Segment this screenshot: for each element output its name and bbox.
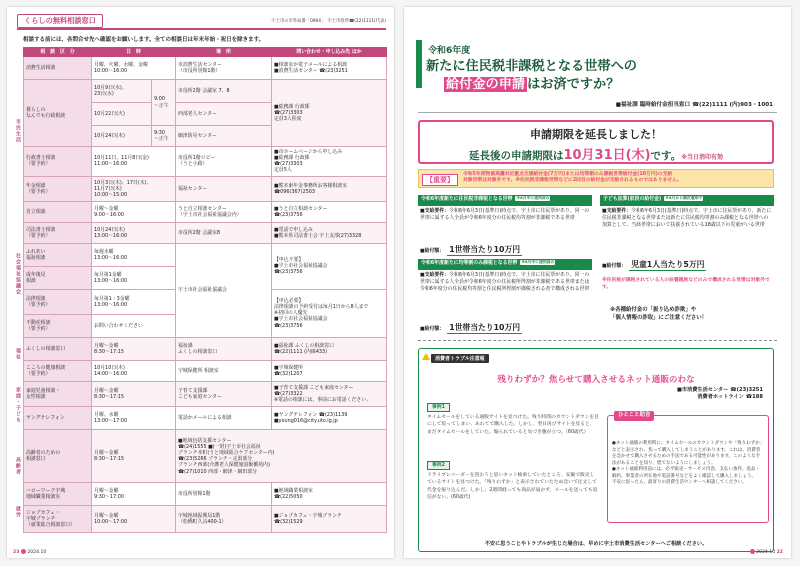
postmark-note: ※当日消印有効 bbox=[681, 154, 724, 161]
date-cell: 10月24日(木) bbox=[92, 126, 152, 147]
date-cell: 月曜～金曜 8:30～17:15 bbox=[92, 381, 176, 406]
date-cell: 10月9日(水)、 23日(水) bbox=[92, 80, 152, 103]
contact-cell: ■ジョブカフェ・宇城ブランチ ☎(32)1529 bbox=[272, 506, 387, 533]
header-rule bbox=[17, 28, 386, 30]
place-cell: ■地域包括支援センター ☎(24)1555 ■(一財)宇土市社会福祉 ブランチ本町(うと地域総合ケアセンター内) ☎(23)5266 ブランチ・走潟部分 ブランチ西部(介護老人保健施設飯橋苑内) ☎(27)1010 西部・網津・網田部分 bbox=[176, 430, 387, 483]
place-cell: うと自立相談センター （宇土市社会福祉協議会内） bbox=[176, 202, 272, 223]
sidebar-label: 就労 bbox=[15, 505, 21, 518]
amount-label: ■給付額： bbox=[420, 326, 445, 332]
important-text: 令和5年度物価高騰対応重点支援給付金(7万円)または均等割のみ課税世帯給付金(10万円)の支給 対象世帯は対象外です。※住民税非課税世帯などに2回目の給付金が支給されるものではありません。 bbox=[463, 172, 682, 184]
category-cell: 消費生活相談 bbox=[24, 57, 92, 80]
place-cell: 福祉課 ふくしの相談窓口 bbox=[176, 338, 272, 361]
title-highlight: 給付金の申請 bbox=[446, 77, 526, 92]
table-row bbox=[24, 430, 387, 483]
date-cell: 10月11日、11月8日(金) 11:00～16:00 bbox=[92, 146, 176, 176]
place-cell: 西部老人センター bbox=[176, 103, 272, 126]
contact-cell: ■福祉課 ふくしの相談窓口 ☎(22)1111 (内線433) bbox=[272, 338, 387, 361]
table-row bbox=[24, 80, 387, 103]
date-cell: 月曜～金曜 8:30～17:15 bbox=[92, 430, 176, 483]
category-cell: 司法書士相談 （要予約） bbox=[24, 222, 92, 243]
place-cell: 網津防災センター bbox=[176, 126, 272, 147]
consumer-trouble-box bbox=[418, 348, 774, 552]
contact-cell: ■ヤングテレフォン ☎(23)1139 ■young016@city.uto.lg.jp bbox=[272, 407, 387, 430]
eligibility-body: ■支給要件：令和6年6月3日(基準日)時点で、宇土市に住民票があり、新たに住民税非課税となる世帯または新たに住民税均等割のみ課税となる世帯への加算として、当該世帯において扶養されている18歳以下の児童がいる世帯 bbox=[602, 208, 772, 229]
eligibility-title: 子ども加算(前段の給付金) bbox=[603, 195, 662, 202]
benefit-amount: 1世帯当たり10万円 bbox=[447, 322, 522, 334]
consultation-table bbox=[23, 47, 387, 533]
place-cell: 市消費生活センター （市役所別館1階） bbox=[176, 57, 272, 80]
place-cell: 宇城保健所 相談室 bbox=[176, 361, 272, 382]
benefit-amount: 児童1人当たり5万円 bbox=[629, 259, 706, 271]
left-page-header bbox=[17, 15, 386, 27]
category-cell: 暮らしの なんでも行政相談 bbox=[24, 80, 92, 147]
eligibility-text: 令和6年6月3日(基準日)時点で、宇土市に住民票があり、同一の世帯に属する人全員が令和6年度分の住民税均等割が非課税である世帯 bbox=[420, 208, 590, 222]
eligibility-header bbox=[418, 195, 592, 206]
eligibility-header bbox=[600, 195, 774, 206]
time-cell: 9:00 ～正午 bbox=[152, 80, 176, 126]
place-cell: 市役所2階 会議室8 bbox=[176, 222, 272, 243]
heart-icon bbox=[750, 549, 755, 554]
important-notice bbox=[418, 169, 774, 188]
case-2 bbox=[427, 461, 599, 501]
table-row bbox=[24, 381, 387, 406]
eligibility-text: 令和6年6月3日(基準日)時点で、宇土市に住民票があり、同一の世帯に属する人全員が令和6年度分の住民税所得割が非課税である世帯または令和6年度分の住民税均等割と住民税所得割が課税される者で構成される世帯 bbox=[420, 272, 590, 293]
category-cell: 自立相談 bbox=[24, 202, 92, 223]
deadline-prefix: 延長後の申請期限は bbox=[468, 150, 564, 162]
divider bbox=[418, 340, 777, 341]
trouble-contact: ■市消費生活センター ☎(23)3251 消費者ホットライン ☎188 bbox=[676, 387, 763, 401]
date-cell: 月曜～金曜 8:30～17:15 bbox=[92, 338, 176, 361]
place-cell: 福祉センター bbox=[176, 176, 272, 201]
category-cell: ジョブカフェ・ 宇城ブランチ （就業総合相談窓口） bbox=[24, 506, 92, 533]
page-number: 23 bbox=[13, 550, 20, 555]
place-cell: 市役所2階 会議室 7、8 bbox=[176, 80, 272, 103]
right-page bbox=[404, 7, 791, 558]
extension-deadline bbox=[420, 144, 772, 163]
place-cell: 宇城地域振興局1階 （松橋町久具400-1） bbox=[176, 506, 272, 533]
column-header: 場 所 bbox=[176, 48, 272, 57]
contact-cell: ■電話で申し込み ■熊本県司法書士会 宇土支部(27)3328 bbox=[272, 222, 387, 243]
sidebar-label: 福祉 bbox=[15, 348, 21, 360]
left-page bbox=[7, 7, 394, 558]
page-number: 22 bbox=[776, 550, 783, 555]
issue-label: 2024.10 bbox=[756, 550, 776, 555]
place-cell: 市役所別館1階 bbox=[176, 483, 272, 506]
place-cell: 宇土市社会福祉協議会 bbox=[176, 243, 272, 337]
consult-notice: 相談する前には、各問合せ先へ確認をお願いします。全ての相談日は年末年始・祝日を除きます。 bbox=[23, 37, 265, 43]
table-row bbox=[24, 407, 387, 430]
section-tab: くらしの無料相談窓口 bbox=[17, 14, 103, 28]
date-cell: 月曜、火曜、水曜、金曜 10:00～16:00 bbox=[92, 57, 176, 80]
table-row bbox=[24, 57, 387, 80]
sidebar-label: 高齢者 bbox=[15, 457, 21, 475]
title-rest: はお済ですか？ bbox=[527, 77, 620, 92]
place-cell: 子育て支援課 こども家庭センター bbox=[176, 381, 272, 406]
trouble-footer: 不安に思うことやトラブルが生じた場合は、早めに宇土市消費生活センターへご相談ください。 bbox=[484, 541, 708, 547]
deadline-suffix: です。 bbox=[650, 150, 682, 162]
sidebar-label: 市民生活 bbox=[15, 119, 21, 143]
benefit-contact: ■福祉課 臨時給付金担当窓口 ☎(22)1111 (内)903・1001 bbox=[615, 102, 773, 108]
table-row bbox=[24, 176, 387, 201]
eligibility-body: ■支給要件：令和6年6月3日(基準日)時点で、宇土市に住民票があり、同一の世帯に属する人全員が令和6年度分の住民税所得割が非課税である世帯または令和6年度分の住民税均等割と住民税所得割が課税される者で構成される世帯 bbox=[420, 272, 590, 293]
time-cell: 9:30 ～正午 bbox=[152, 126, 176, 147]
table-row bbox=[24, 202, 387, 223]
trouble-heading: 残りわずか？焦らせて購入させるネット通販のわな bbox=[497, 375, 695, 385]
category-sidebar bbox=[16, 56, 22, 533]
benefit-amount: 1世帯当たり10万円 bbox=[447, 244, 522, 256]
contact-cell: ■子育て支援課 こども家庭センター ☎(27)3322 ※電話の相談には、事前にお電話ください。 bbox=[272, 381, 387, 406]
fraud-warning: ※各種給付金の「振り込め詐欺」や 「個人情報の詐取」にご注意ください！ bbox=[610, 307, 708, 321]
exclusion-note: ※住民税が課税されている人の扶養親族などのみで構成される世帯は対象外です。 bbox=[602, 278, 770, 290]
case-text: タイムセールをしている通販サイトを見つけた。残り時間のカウントダウンを目にして焦ってしまい、あわてて購入した。しかし、翌日再びサイトを見ると、まだタイムセールをしていた。煽られていると気づき腹が立つ。（60歳代） bbox=[427, 415, 599, 435]
notice-badge: ※8月中に通知済み bbox=[521, 259, 555, 264]
category-cell: ふれあい 福祉相談 bbox=[24, 243, 92, 266]
advice-box bbox=[607, 412, 769, 523]
contact-cell: ■総務課 行政係 ☎(27)3303 定員3人程度 bbox=[272, 80, 387, 147]
category-cell: 不動産相談 （要予約） bbox=[24, 315, 92, 338]
sidebar-label: 家庭・子ども bbox=[15, 386, 21, 423]
deadline-date: 10月31日(木) bbox=[563, 148, 651, 163]
table-header-row bbox=[24, 48, 387, 57]
right-page-footer bbox=[750, 549, 783, 555]
page-title: 新たに住民税非課税となる世帯への bbox=[426, 59, 637, 74]
place-cell: 電話かメールによる相談 bbox=[176, 407, 272, 430]
contact-cell: ■熊本東年金事務所お客様相談室 ☎096(367)2503 bbox=[272, 176, 387, 201]
date-cell: 月曜～金曜 9:00～16:00 bbox=[92, 202, 176, 223]
category-cell: 成年後見 相談 bbox=[24, 266, 92, 289]
extension-heading: 申請期限を延長しました！ bbox=[530, 128, 662, 141]
date-cell: 10月10日(木) 14:00～16:00 bbox=[92, 361, 176, 382]
eligibility-text: 令和6年6月3日(基準日)時点で、宇土市に住民票があり、新たに住民税非課税となる世帯または新たに住民税均等割のみ課税となる世帯への加算として、当該世帯において扶養されている18歳以下の児童がいる世帯 bbox=[602, 208, 772, 229]
category-cell: こころの健康相談 （要予約） bbox=[24, 361, 92, 382]
category-cell: 行政書士相談 （要予約） bbox=[24, 146, 92, 176]
case-1 bbox=[427, 403, 599, 436]
column-header: 問い合わせ・申し込み先 ほか bbox=[272, 48, 387, 57]
date-cell: 月曜～金曜 10:00～17:00 bbox=[92, 506, 176, 533]
contact-cell: ■市ホームページから申し込み ■総務課 行政係 ☎(27)3303 定員5人 bbox=[272, 146, 387, 176]
table-row bbox=[24, 243, 387, 266]
eligibility-title: 令和6年度新たに均等割のみ課税となる世帯 bbox=[421, 259, 518, 266]
category-cell: 年金相談 （要予約） bbox=[24, 176, 92, 201]
eligibility-header bbox=[418, 259, 592, 270]
warning-icon bbox=[422, 353, 430, 360]
left-page-footer bbox=[13, 549, 46, 555]
advice-title: ひとこと助言 bbox=[614, 411, 654, 421]
contact-cell: 【申込不要】 ■宇土市社会福祉協議会 ☎(23)3756 bbox=[272, 243, 387, 289]
trouble-tag: 消費者トラブル注意報 bbox=[431, 354, 489, 363]
place-cell: 市役所1階ロビー （うと小路） bbox=[176, 146, 272, 176]
category-cell: ハローワーク宇城 地域職業相談室 bbox=[24, 483, 92, 506]
category-cell: 高齢者のための 相談窓口 bbox=[24, 430, 92, 483]
title-accent-bar bbox=[416, 40, 422, 88]
benefit-amount-row bbox=[420, 244, 590, 256]
heart-icon bbox=[21, 549, 26, 554]
case-label: 事例1 bbox=[427, 403, 450, 412]
table-row bbox=[24, 338, 387, 361]
notice-badge: ※8月中に通知済み bbox=[516, 195, 550, 200]
column-header: 相 談 区 分 bbox=[24, 48, 92, 57]
category-cell: ふくしの相談窓口 bbox=[24, 338, 92, 361]
table-row bbox=[24, 483, 387, 506]
category-cell: 法律相談 （要予約） bbox=[24, 289, 92, 314]
category-cell: 家庭児童相談・ 女性相談 bbox=[24, 381, 92, 406]
table-row bbox=[24, 361, 387, 382]
divider bbox=[418, 112, 777, 113]
eligibility-body: ■支給要件：令和6年6月3日(基準日)時点で、宇土市に住民票があり、同一の世帯に属する人全員が令和6年度分の住民税均等割が非課税である世帯 bbox=[420, 208, 590, 222]
important-tag: 【重要】 bbox=[422, 174, 458, 186]
column-header: 日 時 bbox=[92, 48, 176, 57]
issue-label: 2024.10 bbox=[27, 550, 47, 555]
contact-cell: ■うと自立相談センター ☎(23)3756 bbox=[272, 202, 387, 223]
contact-cell: ■地域職業相談室 ☎(22)5050 bbox=[272, 483, 387, 506]
table-row bbox=[24, 222, 387, 243]
benefit-amount-row bbox=[420, 322, 590, 334]
amount-label: ■給付額： bbox=[602, 263, 627, 269]
amount-label: ■給付額： bbox=[420, 248, 445, 254]
contact-cell: ■相談室か電子メールによる相談 ■消費生活センター ☎(23)3251 bbox=[272, 57, 387, 80]
table-row bbox=[24, 506, 387, 533]
benefit-amount-row bbox=[602, 259, 772, 271]
page-title-line2 bbox=[444, 73, 619, 92]
category-cell: ヤングテレフォン bbox=[24, 407, 92, 430]
date-cell: 10月24日(木) 13:00～16:00 bbox=[92, 222, 176, 243]
case-text: ドライブレコーダーを買おうと思いネット検索していたところ、安価で販売しているサイトを見つけた。「残りわずか」と表示されていたため急いで注文して代金を振り込んだ。しかし、2週間経っても商品が届かず、メールを送っても返信がない。(60歳代) bbox=[427, 473, 598, 500]
date-cell: 毎月第1・3金曜 13:00～16:00 bbox=[92, 289, 176, 314]
date-cell: 毎週水曜 13:00～16:00 bbox=[92, 243, 176, 266]
contact-cell: ■宇城保健所 ☎(32)1207 bbox=[272, 361, 387, 382]
date-cell: 月曜、水曜 13:00～17:00 bbox=[92, 407, 176, 430]
extension-notice bbox=[418, 120, 774, 164]
date-cell: 10月3日(木)、17日(木)、 11月7日(木) 10:00～15:00 bbox=[92, 176, 176, 201]
table-row bbox=[24, 146, 387, 176]
date-cell: 10月22日(火) bbox=[92, 103, 152, 126]
fiscal-year: 令和6年度 bbox=[428, 46, 471, 56]
advice-text: ●ネット通販の利用時に、タイムセールのカウントダウンや「残りわずか」などと表示され、焦って購入してしまうことがあります。これは、消費者を急かせて購入させるための手法である可能性があります。このような手法があることを知り、慌てないようにしましょう。 ●ネット通販利用前には、必ず販売・サービス内容、支払い条件、返品・解約、事業者の所在地や電話番号などをよく確認して購入しましょう。 不安に思ったら、最寄りの消費生活センターへ相談してください。 bbox=[612, 441, 762, 486]
case-label: 事例2 bbox=[427, 461, 450, 470]
date-cell: 毎月第1金曜 13:00～16:00 bbox=[92, 266, 176, 289]
tel-note: 宇土市の市外局番「0964」 宇土市役所☎(22)1111(代表) bbox=[271, 19, 386, 24]
eligibility-title: 令和6年度新たに住民税非課税となる世帯 bbox=[421, 195, 513, 202]
contact-cell: 【申込必要】 法律相談の予約受付は毎月1日から8人まで ※初回の人優先 ■宇土市社会福祉協議会 ☎(23)3756 bbox=[272, 289, 387, 337]
date-cell: 月曜～金曜 9:30～17:00 bbox=[92, 483, 176, 506]
date-cell: お問い合わせください bbox=[92, 315, 176, 338]
notice-badge: ※8月から順次通知中 bbox=[665, 195, 702, 200]
sidebar-label: 社会福祉協議会 bbox=[15, 252, 21, 295]
